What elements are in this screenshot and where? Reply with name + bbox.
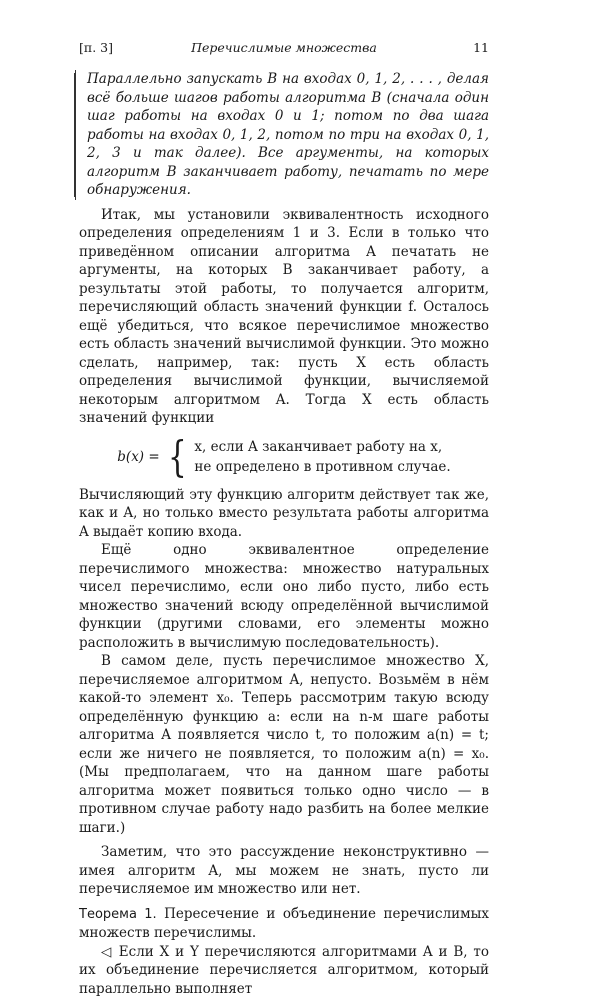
algorithm-description-block <box>75 70 489 200</box>
formula-case-1: x, если A заканчивает работу на x, <box>194 437 450 457</box>
theorem-label: Теорема 1. <box>79 907 157 922</box>
formula-cases <box>194 437 450 477</box>
left-brace: { <box>168 436 187 478</box>
paragraph-proof: В самом деле, пусть перечислимое множество X, перечисляемое алгоритмом A, непусто. Возьмём в нём какой-то элемент x₀. Теперь рассмотрим такую всюду определённую функцию a: если на n-м шаге работы алгоритма A появляется число t, то положим a(n) = t; если же ничего не появляется, то положим a(n) = x₀. (Мы предполагаем, что на данном шаге работы алгоритма может появиться только одно число — в противном случае работу надо разбить на более мелкие шаги.) <box>79 652 489 837</box>
paragraph-equivalence: Итак, мы установили эквивалентность исходного определения определениям 1 и 3. Если в только что приведённом описании алгоритма A печатать не аргументы, на которых B заканчивает работу, а результаты этой работы, то получается алгоритм, перечисляющий область значений функции f. Осталось ещё убедиться, что всякое перечислимое множество есть область значений вычислимой функции. Это можно сделать, например, так: пусть X есть область определения вычислимой функции, вычисляемой некоторым алгоритмом A. Тогда X есть область значений функции <box>79 206 489 428</box>
paragraph-nonconstructive: Заметим, что это рассуждение неконструктивно — имея алгоритм A, мы можем не знать, пусто ли перечисляемое им множество или нет. <box>79 843 489 899</box>
theorem-statement <box>79 905 489 943</box>
algorithm-text: Параллельно запускать B на входах 0, 1, 2, . . . , делая всё больше шагов работы алгоритма B (сначала один шаг работы на входах 0 и 1; потом по два шага работы на входах 0, 1, 2, потом по три на входах 0, 1, 2, 3 и так далее). Все аргументы, на которых алгоритм B заканчивает работу, печатать по мере обнаружения. <box>87 70 489 200</box>
running-head <box>79 40 489 58</box>
function-definition-formula <box>79 428 489 486</box>
paragraph-another-definition: Ещё одно эквивалентное определение перечислимого множества: множество натуральных чисел перечислимо, если оно либо пусто, либо есть множество значений всюду определённой вычислимой функции (другими словами, его элементы можно расположить в вычислимую последовательность). <box>79 541 489 652</box>
chapter-title: Перечислимые множества <box>79 40 489 55</box>
paragraph-theorem-proof: ◁ Если X и Y перечисляются алгоритмами A и B, то их объединение перечисляется алгоритмом, который параллельно выполняет <box>79 943 489 998</box>
formula-case-2: не определено в противном случае. <box>194 457 450 477</box>
page-number: 11 <box>473 40 489 55</box>
section-reference: [п. 3] <box>79 40 113 55</box>
formula-lhs: b(x) = <box>117 449 159 465</box>
book-page <box>79 40 489 998</box>
paragraph-algorithm-copy: Вычисляющий эту функцию алгоритм действует так же, как и A, но только вместо результата работы алгоритма A выдаёт копию входа. <box>79 486 489 542</box>
theorem-text: Пересечение и объединение перечислимых множеств перечислимы. <box>79 906 489 942</box>
